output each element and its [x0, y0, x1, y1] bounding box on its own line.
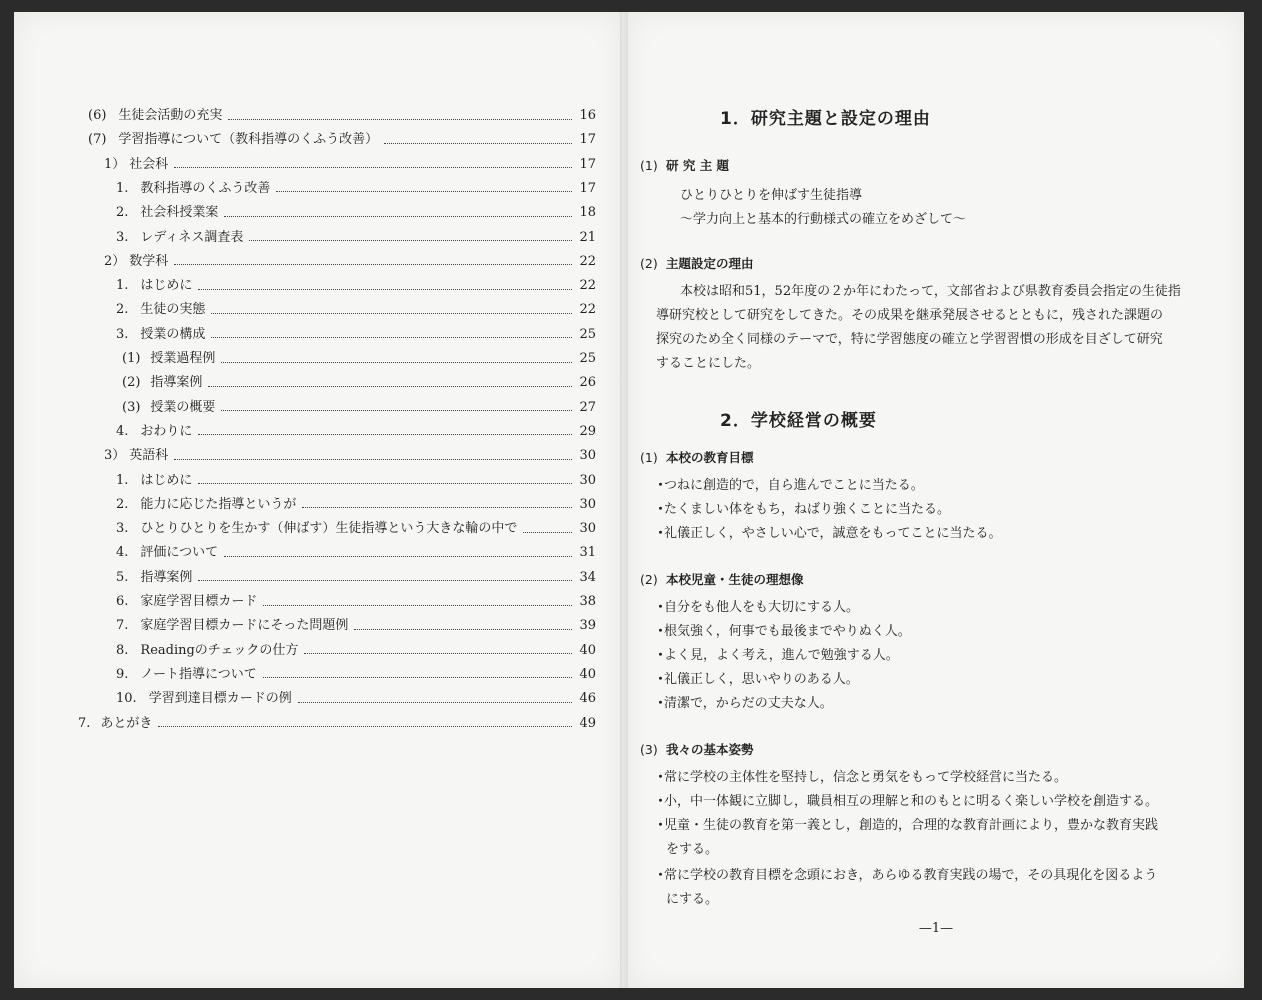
toc-entry-title: はじめに — [140, 278, 193, 294]
toc-entry-page: 40 — [579, 642, 596, 658]
toc-leader-dots — [221, 410, 572, 411]
toc-entry-number: 7. — [116, 618, 129, 634]
section-theme-reason — [640, 254, 754, 272]
toc-entry-number: 1. — [116, 472, 129, 488]
theme-line-1: ひとりひとりを伸ばす生徒指導 — [680, 188, 863, 203]
toc-entry-number: (3) — [122, 399, 141, 415]
toc-entry-number: 2. — [116, 496, 129, 512]
toc-entry-page: 34 — [579, 569, 596, 585]
toc-entry-number: 6. — [116, 594, 129, 609]
toc-entry-number: (6) — [88, 108, 107, 123]
page-number: —1— — [918, 921, 954, 936]
stance-item: ・児童・生徒の教育を第一義とし，創造的，合理的な教育計画により，豊かな教育実践 — [654, 818, 1159, 833]
toc-entry-page: 27 — [579, 399, 596, 415]
toc-leader-dots — [208, 386, 572, 387]
toc-entry — [104, 250, 596, 274]
toc-leader-dots — [298, 702, 572, 703]
toc-leader-dots — [354, 629, 572, 630]
toc-entry — [116, 420, 596, 444]
toc-entry — [116, 517, 596, 541]
toc-entry-page: 30 — [579, 496, 596, 512]
section-title: 我々の基本姿勢 — [666, 742, 754, 757]
toc-leader-dots — [263, 605, 572, 606]
reason-line: 本校は昭和51，52年度の２か年にわたって，文部省および県教育委員会指定の生徒指 — [680, 284, 1181, 299]
toc-entry — [122, 371, 596, 395]
ideal-item: ・自分をも他人をも大切にする人。 — [654, 600, 860, 615]
toc-entry-number: 1. — [116, 180, 129, 196]
toc-entry — [116, 541, 596, 565]
toc-entry-title: 授業の概要 — [150, 399, 216, 415]
toc-entry-page: 21 — [579, 229, 596, 245]
toc-leader-dots — [384, 143, 572, 144]
toc-entry — [116, 226, 596, 250]
toc-entry — [88, 128, 596, 152]
toc-leader-dots — [263, 677, 572, 678]
toc-leader-dots — [224, 216, 572, 217]
ideal-item: ・根気強く，何事でも最後までやりぬく人。 — [654, 624, 911, 639]
toc-leader-dots — [198, 434, 572, 435]
toc-entry-page: 30 — [579, 472, 596, 488]
left-page-toc — [14, 12, 620, 988]
section-educational-goals — [640, 448, 754, 466]
toc-entry-title: 指導案例 — [150, 375, 203, 391]
toc-entry-title: 学習到達目標カードの例 — [148, 691, 292, 707]
toc-entry — [116, 590, 596, 614]
section-number: (1) — [640, 158, 658, 173]
toc-entry-title: レディネス調査表 — [140, 229, 244, 245]
reason-line: 探究のため全く同様のテーマで，特に学習態度の確立と学習習慣の形成を目ざして研究 — [656, 332, 1163, 347]
toc-leader-dots — [221, 362, 572, 363]
toc-entry-number: 9. — [116, 666, 129, 682]
toc-entry-title: 授業の構成 — [140, 326, 206, 342]
section-title: 研 究 主 題 — [666, 158, 730, 173]
section-research-theme — [640, 156, 729, 174]
ideal-item: ・清潔で，からだの丈夫な人。 — [654, 696, 833, 711]
toc-entry-title: 授業過程例 — [150, 351, 216, 366]
goal-item: ・礼儀正しく，やさしい心で，誠意をもってことに当たる。 — [654, 526, 1002, 541]
toc-entry-title: 生徒会活動の充実 — [118, 108, 223, 123]
toc-entry-title: はじめに — [140, 472, 193, 488]
toc-leader-dots — [174, 264, 572, 265]
toc-entry-page: 17 — [579, 132, 596, 148]
toc-entry-title: Readingのチェックの仕方 — [140, 642, 299, 658]
reason-line: することにした。 — [656, 356, 761, 371]
toc-entry-title: 能力に応じた指導というが — [140, 496, 297, 512]
toc-entry-number: 3. — [116, 326, 129, 342]
toc-entry-page: 17 — [579, 180, 596, 196]
toc-entry — [116, 323, 596, 347]
section-number: (3) — [640, 742, 658, 757]
toc-entry — [88, 104, 596, 128]
toc-entry-number: (1) — [122, 351, 141, 366]
toc-entry-number: 1. — [116, 278, 129, 294]
toc-leader-dots — [174, 459, 572, 460]
toc-leader-dots — [198, 289, 572, 290]
toc-entry-title: ひとりひとりを生かす（伸ばす）生徒指導という大きな輪の中で — [140, 521, 518, 537]
toc-entry-page: 30 — [579, 521, 596, 537]
toc-entry-page: 22 — [579, 302, 596, 318]
toc-entry — [116, 639, 596, 663]
toc-entry-title: 社会科 — [129, 156, 169, 172]
toc-entry-page: 40 — [579, 666, 596, 682]
toc-entry — [116, 663, 596, 687]
toc-entry-number: 3. — [116, 521, 129, 537]
toc-leader-dots — [302, 507, 572, 508]
toc-entry-page: 39 — [579, 618, 596, 634]
toc-entry-number: (7) — [88, 132, 107, 148]
toc-leader-dots — [224, 556, 572, 557]
toc-entry — [116, 274, 596, 298]
toc-entry-page: 29 — [579, 423, 596, 439]
toc-entry-number: 7. — [78, 715, 91, 731]
toc-entry-number: 2. — [116, 205, 129, 221]
toc-leader-dots — [198, 483, 572, 484]
toc-leader-dots — [276, 191, 572, 192]
toc-entry — [116, 201, 596, 225]
stance-item: ・小，中一体観に立脚し，職員相互の理解と和のもとに明るく楽しい学校を創造する。 — [654, 794, 1159, 809]
toc-entry — [104, 153, 596, 177]
toc-entry-page: 49 — [579, 715, 596, 731]
toc-entry — [122, 347, 596, 371]
toc-entry-number: 4. — [116, 423, 129, 439]
section-ideal-student — [640, 570, 804, 588]
toc-entry-page: 38 — [579, 594, 596, 609]
toc-entry-number: 4. — [116, 545, 129, 561]
goal-item: ・たくましい体をもち，ねばり強くことに当たる。 — [654, 502, 951, 517]
toc-entry-title: 指導案例 — [140, 569, 193, 585]
toc-entry-page: 46 — [579, 691, 596, 707]
toc-leader-dots — [174, 167, 572, 168]
heading-school-management: 2．学校経営の概要 — [720, 411, 877, 431]
toc-entry-title: 教科指導のくふう改善 — [140, 180, 271, 196]
toc-entry-number: 5. — [116, 569, 129, 585]
toc-entry — [116, 614, 596, 638]
right-page-body — [628, 12, 1244, 988]
toc-entry — [116, 687, 596, 711]
toc-entry-title: 社会科授業案 — [140, 205, 219, 221]
toc-leader-dots — [211, 337, 572, 338]
toc-leader-dots — [249, 240, 572, 241]
toc-entry-title: 学習指導について（教科指導のくふう改善） — [118, 132, 379, 148]
toc-entry-number: 3. — [116, 229, 129, 245]
toc-leader-dots — [304, 653, 572, 654]
heading-research-theme: 1．研究主題と設定の理由 — [720, 109, 931, 129]
ideal-item: ・礼儀正しく，思いやりのある人。 — [654, 672, 859, 687]
theme-line-2: 〜学力向上と基本的行動様式の確立をめざして〜 — [680, 212, 967, 227]
stance-item-continued: にする。 — [666, 892, 719, 907]
toc-leader-dots — [228, 119, 572, 120]
section-number: (1) — [640, 450, 658, 465]
toc-entry-page: 16 — [579, 108, 596, 123]
toc-entry-number: 2. — [116, 302, 129, 318]
section-title: 本校の教育目標 — [666, 450, 754, 465]
toc-entry-number: 2） — [104, 253, 126, 269]
toc-leader-dots — [198, 580, 572, 581]
toc-entry-number: 1） — [104, 156, 126, 172]
toc-entry-page: 18 — [579, 205, 596, 221]
stance-item: ・常に学校の主体性を堅持し，信念と勇気をもって学校経営に当たる。 — [654, 770, 1068, 785]
toc-entry-page: 22 — [579, 253, 596, 269]
toc-leader-dots — [211, 313, 572, 314]
toc-entry-title: ノート指導について — [140, 666, 257, 682]
toc-entry-number: 3） — [104, 448, 126, 464]
toc-entry — [116, 566, 596, 590]
toc-entry-number: (2) — [122, 375, 141, 391]
goal-item: ・つねに創造的で，自ら進んでことに当たる。 — [654, 478, 924, 493]
toc-entry-page: 25 — [579, 326, 596, 342]
toc-entry-title: 数学科 — [129, 253, 169, 269]
toc-entry-title: 評価について — [140, 545, 219, 561]
toc-entry — [104, 444, 596, 468]
toc-entry-page: 25 — [579, 351, 596, 366]
stance-item: ・常に学校の教育目標を念頭におき，あらゆる教育実践の場で，その具現化を図るよう — [654, 868, 1158, 883]
section-title: 本校児童・生徒の理想像 — [666, 572, 804, 587]
reason-line: 導研究校として研究をしてきた。その成果を継承発展させるとともに，残された課題の — [656, 308, 1164, 323]
toc-entry-page: 31 — [579, 545, 596, 561]
toc-leader-dots — [523, 532, 572, 533]
stance-item-continued: をする。 — [666, 842, 719, 857]
toc-entry — [122, 396, 596, 420]
toc-entry-page: 17 — [579, 156, 596, 172]
toc-entry-title: 家庭学習目標カードにそった問題例 — [140, 618, 349, 634]
section-title: 主題設定の理由 — [666, 256, 754, 271]
toc-entry — [116, 493, 596, 517]
section-number: (2) — [640, 572, 658, 587]
toc-entry-page: 30 — [579, 448, 596, 464]
toc-entry-title: 生徒の実態 — [140, 302, 206, 318]
toc-entry-title: 家庭学習目標カード — [140, 594, 258, 609]
section-basic-stance — [640, 740, 754, 758]
ideal-item: ・よく見，よく考え，進んで勉強する人。 — [654, 648, 899, 663]
toc-entry-title: おわりに — [140, 423, 193, 439]
toc-entry — [116, 469, 596, 493]
toc-entry-title: 英語科 — [129, 448, 169, 464]
toc-entry-page: 26 — [579, 375, 596, 391]
toc-entry — [78, 712, 596, 736]
toc-leader-dots — [158, 726, 572, 727]
toc-entry-title: あとがき — [100, 715, 153, 731]
toc-entry-number: 10. — [116, 691, 137, 707]
toc-entry — [116, 298, 596, 322]
section-number: (2) — [640, 256, 658, 271]
toc-entry-page: 22 — [579, 278, 596, 294]
toc-entry — [116, 177, 596, 201]
toc-entry-number: 8. — [116, 642, 129, 658]
